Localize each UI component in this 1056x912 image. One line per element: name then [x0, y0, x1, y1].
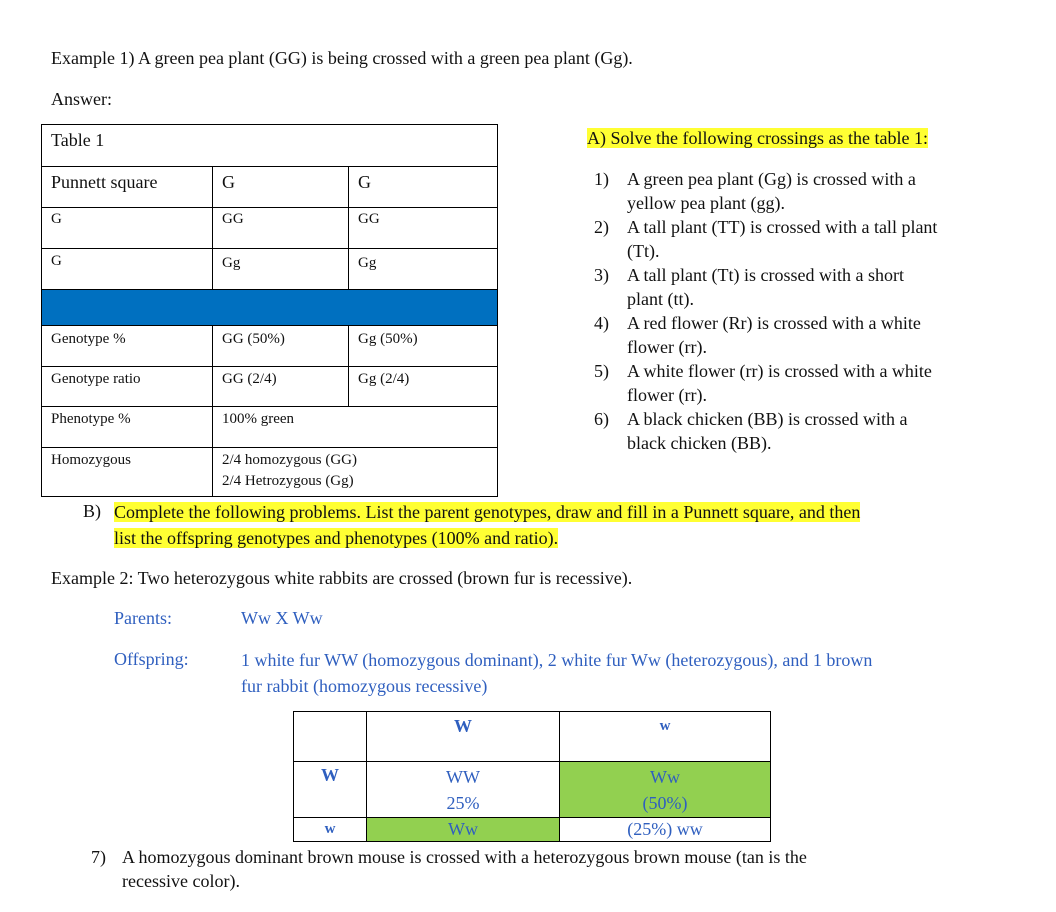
genotype-percent-gg-het: Gg (50%)	[358, 331, 418, 347]
row-allele-w-lower: w	[324, 821, 336, 837]
cell-bottom-left: Ww	[448, 819, 478, 839]
punnett-square-header: Punnett square	[51, 172, 158, 192]
punnett-square-example-2	[293, 711, 771, 842]
genotype-ratio-gg-het: Gg (2/4)	[358, 371, 410, 387]
cell-gg-1: GG	[222, 211, 244, 227]
list-item: 5) A white flower (rr) is crossed with a white flower (rr).	[594, 361, 932, 405]
offspring-value: 1 white fur WW (homozygous dominant), 2 white fur Ww (heterozygous), and 1 brown fur rabbit (homozygous recessive)	[241, 650, 873, 696]
table-1	[41, 124, 498, 497]
phenotype-percent-label: Phenotype %	[51, 411, 131, 427]
list-item: 2) A tall plant (TT) is crossed with a tall plant (Tt).	[594, 217, 938, 261]
col-allele-w-upper: W	[454, 716, 472, 736]
section-b-text: Complete the following problems. List the parent genotypes, draw and fill in a Punnett square, and then list the offspring genotypes and phenotypes (100% and ratio).	[114, 502, 861, 548]
genotype-percent-gg: GG (50%)	[222, 331, 285, 347]
list-item: 1) A green pea plant (Gg) is crossed with a yellow pea plant (gg).	[594, 169, 916, 213]
separator-row	[42, 290, 497, 325]
answer-label: Answer:	[51, 89, 112, 109]
offspring-label: Offspring:	[114, 649, 189, 669]
section-a-heading: A) Solve the following crossings as the table 1:	[587, 128, 928, 148]
cell-gg-het-1: Gg	[222, 255, 241, 271]
section-a-list	[594, 167, 1004, 455]
allele-row-2: G	[51, 253, 62, 269]
col-allele-w-lower: w	[659, 718, 671, 734]
cell-ww-homozygous: WW 25%	[446, 767, 480, 813]
parents-value: Ww X Ww	[241, 608, 323, 628]
parents-label: Parents:	[114, 608, 172, 628]
row-allele-w-upper: W	[321, 765, 339, 785]
homozygous-line-1: 2/4 homozygous (GG)	[222, 452, 357, 468]
allele-row-1: G	[51, 211, 62, 227]
problem-7-number: 7)	[91, 847, 106, 867]
cell-gg-2: GG	[358, 211, 380, 227]
problem-7-text: A homozygous dominant brown mouse is crossed with a heterozygous brown mouse (tan is the recessive color).	[122, 847, 807, 891]
cell-ww-heterozygous: Ww (50%)	[642, 767, 688, 813]
example1-question: Example 1) A green pea plant (GG) is being crossed with a green pea plant (Gg).	[51, 48, 633, 68]
table-1-title: Table 1	[51, 130, 105, 150]
genotype-ratio-label: Genotype ratio	[51, 371, 141, 387]
list-item: 6) A black chicken (BB) is crossed with a black chicken (BB).	[594, 409, 908, 453]
genotype-percent-label: Genotype %	[51, 331, 126, 347]
phenotype-percent-value: 100% green	[222, 411, 295, 427]
homozygous-label: Homozygous	[51, 452, 131, 468]
cell-gg-het-2: Gg	[358, 255, 377, 271]
allele-column-2: G	[358, 172, 371, 192]
example2-question: Example 2: Two heterozygous white rabbits are crossed (brown fur is recessive).	[51, 568, 633, 588]
list-item: 3) A tall plant (Tt) is crossed with a short plant (tt).	[594, 265, 904, 309]
section-b-marker: B)	[83, 501, 101, 521]
allele-column-1: G	[222, 172, 235, 192]
cell-bottom-right: (25%) ww	[627, 819, 703, 839]
list-item: 4) A red flower (Rr) is crossed with a white flower (rr).	[594, 313, 921, 357]
genotype-ratio-gg: GG (2/4)	[222, 371, 277, 387]
homozygous-line-2: 2/4 Hetrozygous (Gg)	[222, 473, 354, 489]
